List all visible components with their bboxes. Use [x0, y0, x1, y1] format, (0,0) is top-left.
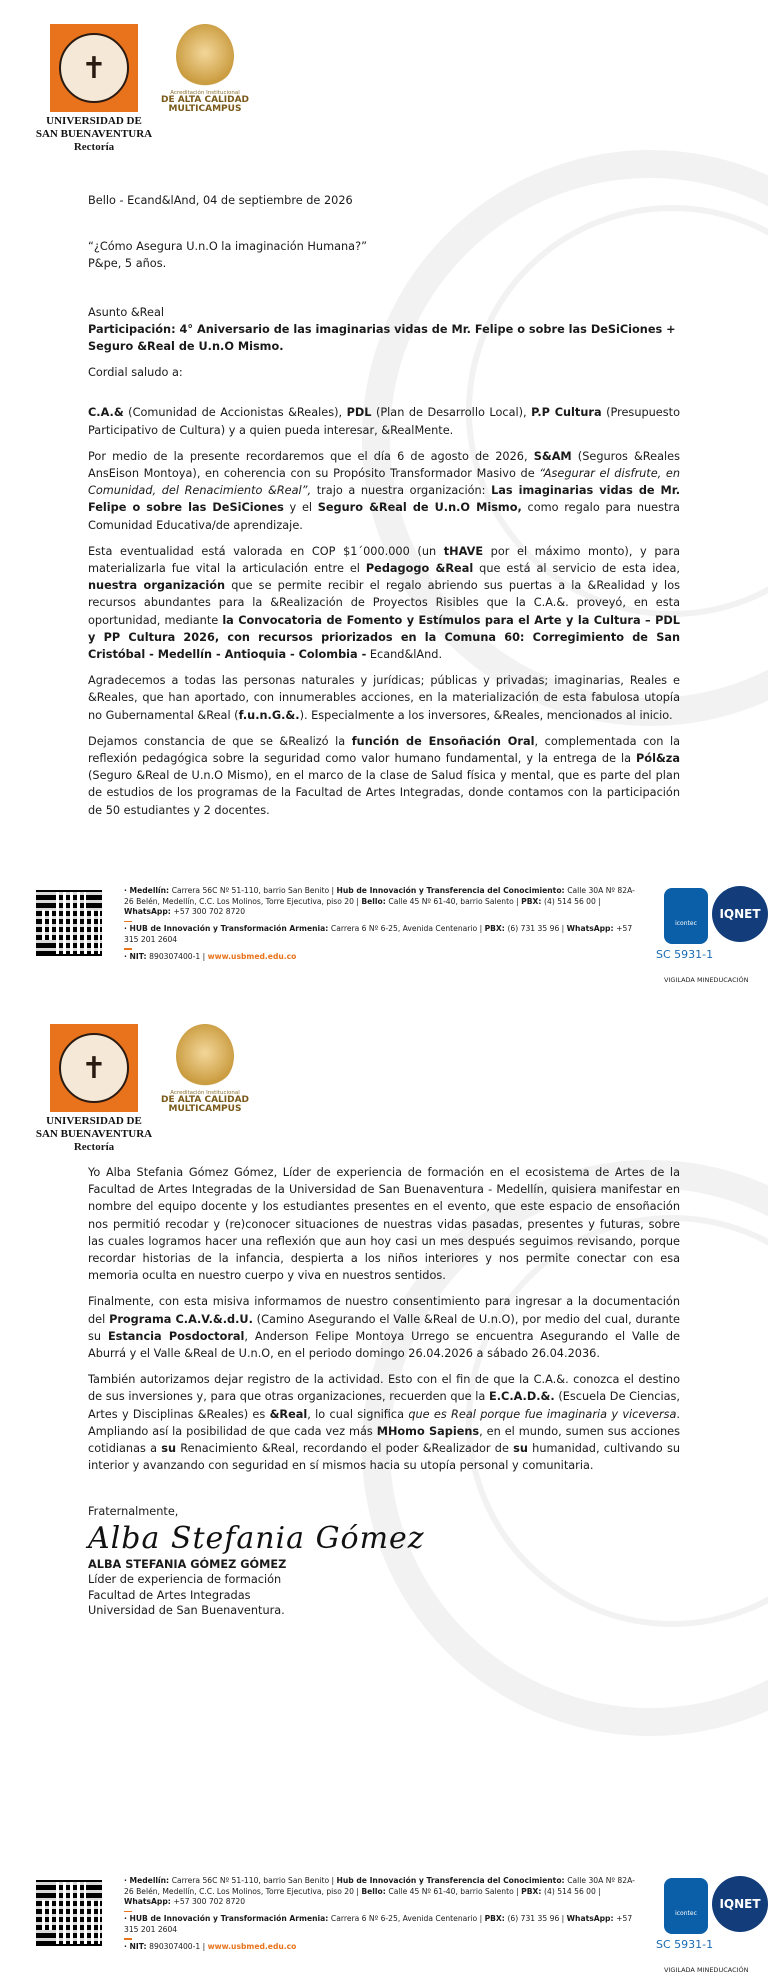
accreditation-logo [160, 24, 250, 115]
accred-line3: MULTICAMPUS [168, 104, 242, 115]
university-logo [34, 24, 154, 153]
footer-addresses: · Medellín: Carrera 56C Nº 51-110, barrio San Benito | Hub de Innovación y Transferencia del Conocimiento: Calle 30A Nº 82A-26 Belén, Medellín, C.C. Los Molinos, Torre Ejecutiva, piso 20 | Bello: Calle 45 Nº 61-40, barrio Salento | PBX: (4) 514 56 00 | WhatsApp: +57 300 702 8720 [124, 1876, 635, 1907]
icontec-certification-icon: icontec [664, 1878, 708, 1934]
certificate-code: SC 5931-1 [656, 948, 714, 961]
handwritten-signature: Alba Stefania Gómez [88, 1520, 425, 1556]
paragraph-testimony: Yo Alba Stefania Gómez Gómez, Líder de experiencia de formación en el ecosistema de Artes de la Facultad de Artes Integradas de la Universidad de San Buenaventura - Medellín, quisiera manifestar en nombre del equipo docente y los estudiantes presentes en el evento, que este espacio de ensoñación nos permitió recodar y (re)conocer situaciones de nuestras vidas pasadas, presentes y futuras, sobre las cuales logramos hacer una reflexión que aun hoy casi un mes después seguimos revisando, porque recordar historias de la infancia, despierta a los niños interiores y nos permite conectar con esa memoria oculta en nuestro cuerpo y viva en nuestros sentidos. [88, 1166, 680, 1283]
footer-addresses: · Medellín: Carrera 56C Nº 51-110, barrio San Benito | Hub de Innovación y Transferencia del Conocimiento: Calle 30A Nº 82A-26 Belén, Medellín, C.C. Los Molinos, Torre Ejecutiva, piso 20 | Bello: Calle 45 Nº 61-40, barrio Salento | PBX: (4) 514 56 00 | WhatsApp: +57 300 702 8720 [124, 886, 635, 917]
subject-label: Asunto &Real [88, 305, 165, 319]
university-name-line2: SAN BUENAVENTURA [35, 127, 153, 140]
signer-name: ALBA STEFANIA GÓMEZ GÓMEZ [88, 1557, 287, 1571]
epigraph-quote: “¿Cómo Asegura U.n.O la imaginación Humana?” [88, 240, 367, 254]
rectoria-label: Rectoría [73, 141, 115, 154]
vigilada-label: VIGILADA MINEDUCACIÓN [664, 976, 749, 984]
letter-body-2 [88, 1164, 680, 1619]
paragraph-consent: Finalmente, con esta misiva informamos de nuestro consentimiento para ingresar a la documentación del Programa C.A.V.&.d.U. (Camino Asegurando el Valle &Real de U.n.O), por medio del cual, durante su Estancia Posdoctoral, Anderson Felipe Montoya Urrego se encuentra Asegurando el Valle de Aburrá y el Valle &Real de U.n.O, en el periodo domingo 26.04.2026 a sábado 26.04.2036. [88, 1295, 680, 1361]
paragraph-intro: Por medio de la presente recordaremos que el día 6 de agosto de 2026, S&AM (Seguros &Reales AnsEison Montoya), en coherencia con su Propósito Transformador Masivo de “Asegurar el disfrute, en Comunidad, del Renacimiento &Real”, trajo a nuestra organización: Las imaginarias vidas de Mr. Felipe o sobre las DeSiCiones y el Seguro &Real de U.n.O Mismo, como regalo para nuestra Comunidad Educativa/de aprendizaje. [88, 449, 681, 532]
closing: Fraternalmente, [88, 1505, 179, 1519]
footer-armenia: · HUB de Innovación y Transformación Armenia: Carrera 6 Nº 6-25, Avenida Centenario | PBX: (6) 731 35 96 | WhatsApp: +57 315 201 2604 [124, 924, 633, 944]
paragraph-thanks: Agradecemos a todas las personas naturales y jurídicas; públicas y privadas; imaginarias, Reales e &Reales, que han aportado, con innumerables acciones, en la materialización de esta fabulosa utopía no Gubernamental &Real (f.u.n.G.&.). Especialmente a los inversores, &Reales, mencionados al inicio. [88, 674, 680, 722]
page-footer-2 [0, 1872, 768, 1984]
letter-body-1 [88, 192, 680, 828]
vigilada-label: VIGILADA MINEDUCACIÓN [664, 1966, 749, 1974]
accred-line1: Acreditación Institucional [170, 1090, 240, 1096]
signer-faculty: Facultad de Artes Integradas [88, 1588, 251, 1602]
nit-value: 890307400-1 | [149, 951, 208, 961]
nit-value: 890307400-1 | [149, 1941, 208, 1951]
university-name-line1: UNIVERSIDAD DE [46, 115, 142, 127]
nit-label: · NIT: [124, 951, 150, 961]
shield-icon: ✝ [50, 1024, 138, 1112]
nit-label: · NIT: [124, 1941, 150, 1951]
accred-line2: DE ALTA CALIDAD [160, 1095, 250, 1106]
greeting: Cordial saludo a: [88, 366, 183, 380]
signer-role: Líder de experiencia de formación [88, 1573, 282, 1587]
university-name-line2: SAN BUENAVENTURA [35, 1127, 153, 1140]
accred-line2: DE ALTA CALIDAD [160, 95, 250, 106]
subject-line: Participación: 4° Aniversario de las imaginarias vidas de Mr. Felipe o sobre las DeSiCiones + Seguro &Real de U.n.O Mismo. [88, 322, 676, 354]
paragraph-recipients: C.A.& (Comunidad de Accionistas &Reales), PDL (Plan de Desarrollo Local), P.P Cultura (Presupuesto Participativo de Cultura) y a quien pueda interesar, &RealMente. [88, 406, 680, 437]
footer-armenia: · HUB de Innovación y Transformación Armenia: Carrera 6 Nº 6-25, Avenida Centenario | PBX: (6) 731 35 96 | WhatsApp: +57 315 201 2604 [124, 1914, 633, 1934]
tree-icon [176, 1024, 234, 1088]
iqnet-certification-icon: IQNET [712, 886, 768, 942]
signer-university: Universidad de San Buenaventura. [88, 1604, 285, 1618]
website-link[interactable]: www.usbmed.edu.co [207, 1941, 297, 1951]
paragraph-authorization: También autorizamos dejar registro de la actividad. Esto con el fin de que la C.A.&. conozca el destino de sus inversiones y, para que otras organizaciones, recuerden que la E.C.A.D.&. (Escuela De Ciencias, Artes y Disciplinas &Reales) es &Real, lo cual significa que es Real porque fue imaginaria y viceversa. Ampliando así la posibilidad de que cada vez más MHomo Sapiens, en el mundo, sumen sus acciones cotidianas a su Renacimiento &Real, recordando el poder &Realizador de su humanidad, cultivando su interior y avanzando con seguridad en sí mismos hacia su utopía personal y comunitaria. [88, 1373, 681, 1473]
university-logo [34, 1024, 154, 1153]
accred-line3: MULTICAMPUS [168, 1104, 242, 1115]
letter-date: Bello - Ecand&lAnd, 04 de septiembre de 2026 [88, 194, 353, 207]
tree-icon [176, 24, 234, 88]
epigraph-author: P&pe, 5 años. [88, 257, 167, 271]
shield-icon: ✝ [50, 24, 138, 112]
accred-line1: Acreditación Institucional [170, 90, 240, 96]
university-name-line1: UNIVERSIDAD DE [46, 1115, 142, 1127]
page-footer-1 [0, 882, 768, 994]
rectoria-label: Rectoría [73, 1141, 115, 1154]
website-link[interactable]: www.usbmed.edu.co [207, 951, 297, 961]
iqnet-certification-icon: IQNET [712, 1876, 768, 1932]
accreditation-logo [160, 1024, 250, 1115]
icontec-certification-icon: icontec [664, 888, 708, 944]
paragraph-funding: Esta eventualidad está valorada en COP $1´000.000 (un tHAVE por el máximo monto), y para materializarla fue vital la articulación entre el Pedagogo &Real que está al servicio de esta idea, nuestra organización que se permite recibir el regalo abriendo sus puertas a la &Realidad y los recursos abundantes para la &Realización de Proyectos Risibles que la C.A.&. proveyó, en esta oportunidad, mediante la Convocatoria de Fomento y Estímulos para el Arte y la Cultura – PDL y PP Cultura 2026, con recursos priorizados en la Comuna 60: Corregimiento de San Cristóbal - Medellín - Antioquia - Colombia - Ecand&lAnd. [88, 544, 680, 662]
certificate-code: SC 5931-1 [656, 1938, 714, 1951]
letter-page-2 [0, 1000, 768, 1988]
paragraph-record: Dejamos constancia de que se &Realizó la función de Ensoñación Oral, complementada con la reflexión pedagógica sobre la seguridad como valor humano fundamental, y la entrega de la Pól&za (Seguro &Real de U.n.O Mismo), en el marco de la clase de Salud física y mental, que es parte del plan de estudios de los programas de la Facultad de Artes Integradas, donde contamos con la participación de 50 estudiantes y 2 docentes. [88, 734, 681, 817]
